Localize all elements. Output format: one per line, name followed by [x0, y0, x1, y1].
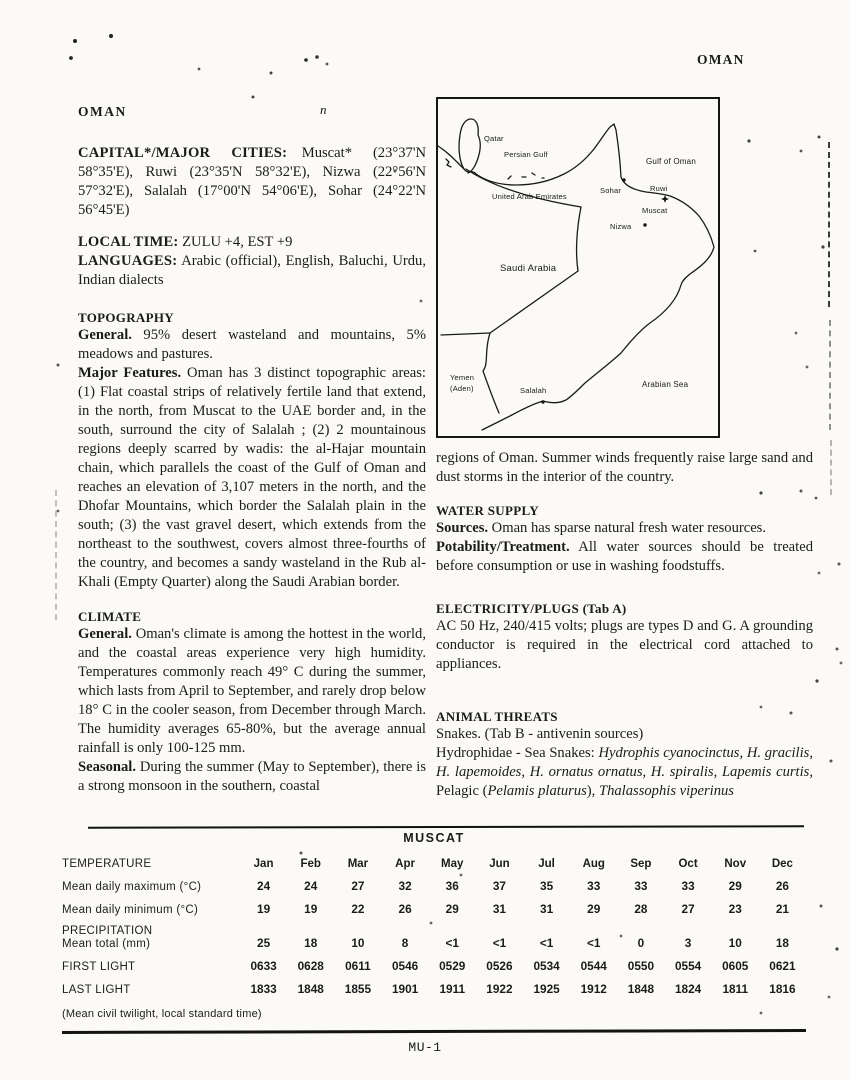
table-cell: 10 — [351, 936, 365, 950]
table-cell: 0546 — [391, 959, 419, 973]
table-row — [62, 858, 806, 870]
table-cell: 33 — [681, 879, 695, 893]
table-cell: 23 — [728, 902, 742, 916]
paragraph-lead: General. — [78, 626, 132, 642]
map-label: Nizwa — [610, 222, 632, 231]
left-column — [78, 104, 426, 796]
local-time-label: LOCAL TIME: — [78, 234, 179, 250]
table-cell: 19 — [304, 902, 318, 916]
map-label: Persian Gulf — [504, 150, 548, 159]
table-cell: 29 — [445, 902, 459, 916]
row-label: FIRST LIGHT — [62, 960, 136, 973]
capital-cities-paragraph — [78, 144, 426, 220]
table-header-label: TEMPERATURE — [62, 858, 152, 870]
table-cell: 27 — [681, 902, 695, 916]
local-time-line — [78, 233, 426, 252]
table-cell: 28 — [634, 902, 648, 916]
row-label: Mean daily maximum (°C) — [62, 880, 202, 893]
paragraph-lead: Sources. — [436, 520, 489, 536]
climate-heading: CLIMATE — [78, 609, 142, 624]
row-label: Mean daily minimum (°C) — [62, 903, 199, 916]
scan-margin-dashes — [830, 440, 832, 495]
electricity-paragraph: AC 50 Hz, 240/415 volts; plugs are types D and G. A grounding conductor is required in the electrical cord attached to appliances. — [436, 618, 813, 672]
paragraph-lead: Major Features. — [78, 365, 182, 381]
row-label: PRECIPITATION Mean total (mm) — [62, 925, 153, 950]
table-cell: 0633 — [250, 959, 277, 973]
map-label: Yemen — [450, 373, 475, 382]
table-cell: 0554 — [674, 959, 702, 973]
map-border-uae-oman — [577, 207, 581, 271]
map-label: Arabian Sea — [642, 380, 689, 389]
map-border-saudi-oman — [490, 271, 578, 333]
row-label: LAST LIGHT — [62, 983, 131, 996]
animal-threats-heading: ANIMAL THREATS — [436, 709, 558, 724]
table-cell: 29 — [587, 902, 601, 916]
table-cell: 33 — [587, 879, 601, 893]
map-border-yemen-oman — [483, 333, 499, 413]
table-cell: 29 — [728, 879, 742, 893]
table-cell: <1 — [587, 936, 601, 950]
languages-label: LANGUAGES: — [78, 253, 178, 269]
table-cell: 22 — [351, 902, 365, 916]
month-header: Sep — [630, 858, 652, 870]
water-supply-paragraphs — [436, 519, 813, 576]
table-footnote: (Mean civil twilight, local standard time) — [62, 1008, 262, 1020]
table-cell: <1 — [539, 936, 554, 950]
table-cell: 21 — [775, 902, 789, 916]
table-cell: 31 — [492, 902, 506, 916]
table-cell: 0621 — [769, 959, 796, 973]
month-header: Nov — [724, 858, 747, 870]
month-header: Jun — [489, 858, 510, 870]
map-label: Qatar — [484, 134, 504, 143]
climate-continuation-paragraph: regions of Oman. Summer winds frequently raise large sand and dust storms in the interior of the country. — [436, 450, 813, 485]
sohar-marker-icon — [622, 178, 625, 181]
table-cell: 0628 — [297, 959, 324, 973]
map-label: United Arab Emirates — [492, 192, 567, 201]
species-name: Hydrophis cyanocinctus, H. gracilis, H. lapemoides, H. ornatus ornatus, H. spiralis, Lapemis curtis, — [436, 745, 813, 780]
paragraph: Potability/Treatment. All water sources should be treated before consumption or use in washing foodstuffs. — [436, 539, 813, 574]
climate-paragraphs — [78, 625, 426, 796]
map-border-saudi-yemen — [441, 333, 490, 335]
languages-line — [78, 252, 426, 290]
paragraph: Seasonal. During the summer (May to September), there is a strong monsoon in the southern, coastal — [78, 759, 426, 794]
table-cell: 24 — [304, 879, 318, 893]
table-top-rule — [88, 825, 804, 828]
species-text: Hydrophidae - Sea Snakes: — [436, 745, 599, 761]
month-header: Dec — [771, 858, 793, 870]
map-coast-marks — [508, 173, 544, 179]
scan-margin-dashes — [829, 320, 831, 430]
muscat-marker-icon — [661, 195, 669, 203]
species-text: ), — [586, 783, 599, 799]
salalah-marker-icon — [541, 400, 544, 403]
table-cell: 1925 — [533, 982, 560, 996]
paragraph-lead: Seasonal. — [78, 759, 136, 775]
month-header: Oct — [678, 858, 698, 870]
electricity-heading: ELECTRICITY/PLUGS (Tab A) — [436, 601, 627, 616]
table-cell: 1848 — [297, 982, 324, 996]
local-time-text: ZULU +4, EST +9 — [182, 234, 293, 250]
languages-text: Arabic (official), English, Baluchi, Urdu, Indian dialects — [78, 253, 426, 288]
table-cell: 1816 — [769, 982, 796, 996]
table-row — [62, 959, 806, 973]
table-cell: 18 — [775, 936, 789, 950]
table-cell: 1912 — [580, 982, 607, 996]
table-cell: 32 — [398, 879, 412, 893]
oman-map — [436, 97, 720, 438]
country-title: OMAN — [78, 104, 127, 119]
oman-map-svg — [438, 99, 718, 436]
topography-paragraphs — [78, 326, 426, 592]
table-cell: 26 — [775, 879, 789, 893]
month-header: Mar — [347, 858, 369, 870]
month-header: Aug — [582, 858, 605, 870]
topography-heading: TOPOGRAPHY — [78, 310, 174, 325]
month-header: Apr — [395, 858, 415, 870]
table-cell: 8 — [401, 936, 409, 950]
table-cell: 0605 — [722, 959, 749, 973]
table-cell: 1911 — [439, 982, 466, 996]
table-cell: <1 — [492, 936, 507, 950]
map-label: Salalah — [520, 386, 547, 395]
page-number: MU-1 — [408, 1040, 442, 1055]
climate-table — [62, 858, 806, 996]
species-name: Thalassophis viperinus — [598, 783, 734, 799]
table-cell: 35 — [540, 879, 554, 893]
scan-margin-dashes — [828, 142, 830, 307]
nizwa-marker-icon — [643, 223, 646, 226]
map-label: (Aden) — [450, 384, 474, 393]
paragraph: Major Features. Oman has 3 distinct topographic areas: (1) Flat coastal strips of relatively fertile land that extend, in the north, from Muscat to the UAE border and, in the south, surround the city of Salalah ; (2) 2 mountainous regions deeply scarred by wadis: the al-Hajar mountain chain, which parallels the coast of the Gulf of Oman and reaches an elevation of 3,107 meters in the north, and the Dhofar Mountains, which border the Salalah plain in the south; (3) the vast gravel desert, which extends from the northeast to the southwest, covers almost three-fourths of the country, and becomes a sandy wasteland in the Rub al-Khali (Empty Quarter) along the Saudi Arabian border. — [78, 365, 426, 590]
table-cell: 3 — [684, 936, 692, 950]
table-cell: 19 — [257, 902, 271, 916]
table-cell: 24 — [257, 879, 271, 893]
month-header: Jul — [538, 858, 555, 870]
table-cell: 1922 — [486, 982, 513, 996]
scan-artifacts — [0, 0, 2, 2]
table-row — [62, 925, 806, 950]
paragraph: General. 95% desert wasteland and mountains, 5% meadows and pastures. — [78, 327, 426, 362]
species-text: Pelagic ( — [436, 783, 488, 799]
table-cell: 25 — [257, 936, 271, 950]
table-cell: 0550 — [627, 959, 655, 973]
table-cell: 1855 — [344, 982, 372, 996]
table-cell: 37 — [492, 879, 506, 893]
paragraph-lead: Potability/Treatment. — [436, 539, 570, 555]
climate-table-section — [62, 826, 806, 1024]
snakes-line: Snakes. (Tab B - antivenin sources) — [436, 726, 644, 742]
table-cell: 10 — [728, 936, 742, 950]
paragraph-lead: General. — [78, 327, 132, 343]
paragraph: General. Oman's climate is among the hottest in the world, and the coastal areas experience very high humidity. Temperatures commonly reach 49° C during the summer, which lasts from April to September, and rarely drop below 18° C in the cooler season, from December through March. The humidity averages 65-80%, but the average annual rainfall is only 100-125 mm. — [78, 626, 426, 756]
table-cell: 0529 — [439, 959, 466, 973]
table-cell: 0611 — [345, 959, 371, 973]
table-cell: 33 — [634, 879, 648, 893]
map-label: Muscat — [642, 206, 668, 215]
map-label: Gulf of Oman — [646, 157, 696, 166]
table-row — [62, 902, 806, 916]
map-qatar-outline — [459, 119, 480, 173]
table-cell: 18 — [304, 936, 318, 950]
month-header: Jan — [253, 858, 274, 870]
map-bahrain-mark — [446, 159, 451, 167]
table-cell: <1 — [445, 936, 459, 950]
paragraph: Sources. Oman has sparse natural fresh water resources. — [436, 520, 767, 536]
table-cell: 27 — [351, 879, 365, 893]
table-cell: 0 — [637, 936, 645, 950]
capital-cities-label: CAPITAL*/MAJOR CITIES: — [78, 145, 288, 161]
table-cell: 1833 — [250, 982, 277, 996]
page-header-country: OMAN — [697, 52, 745, 67]
table-row — [62, 879, 806, 893]
table-cell: 31 — [540, 902, 554, 916]
scan-mark: n — [320, 102, 327, 117]
capital-cities-text: Muscat* (23°37'N 58°35'E), Ruwi (23°35'N 58°32'E), Nizwa (22°56'N 57°32'E), Salalah (17°00'N 54°06'E), Sohar (24°22'N 56°45'E) — [78, 145, 426, 218]
table-cell: 1901 — [391, 982, 419, 996]
table-cell: 36 — [445, 879, 459, 893]
table-title: MUSCAT — [403, 831, 465, 845]
table-cell: 1848 — [627, 982, 655, 996]
map-label: Ruwi — [650, 184, 668, 193]
table-cell: 26 — [398, 902, 412, 916]
species-name: Pelamis platurus — [487, 783, 587, 799]
table-cell: 1824 — [674, 982, 702, 996]
table-cell: 1811 — [722, 982, 749, 996]
water-supply-heading: WATER SUPPLY — [436, 503, 539, 518]
table-cell: 0526 — [486, 959, 513, 973]
map-label: Sohar — [600, 186, 622, 195]
right-column — [436, 97, 813, 801]
table-row — [62, 982, 806, 996]
table-cell: 0534 — [533, 959, 560, 973]
scan-margin-dashes — [55, 490, 57, 620]
page-bottom-rule — [62, 1029, 806, 1034]
species-paragraph — [436, 744, 813, 801]
map-label: Saudi Arabia — [500, 263, 557, 274]
table-cell: 0544 — [580, 959, 607, 973]
month-header: May — [441, 858, 464, 870]
month-header: Feb — [300, 858, 321, 870]
